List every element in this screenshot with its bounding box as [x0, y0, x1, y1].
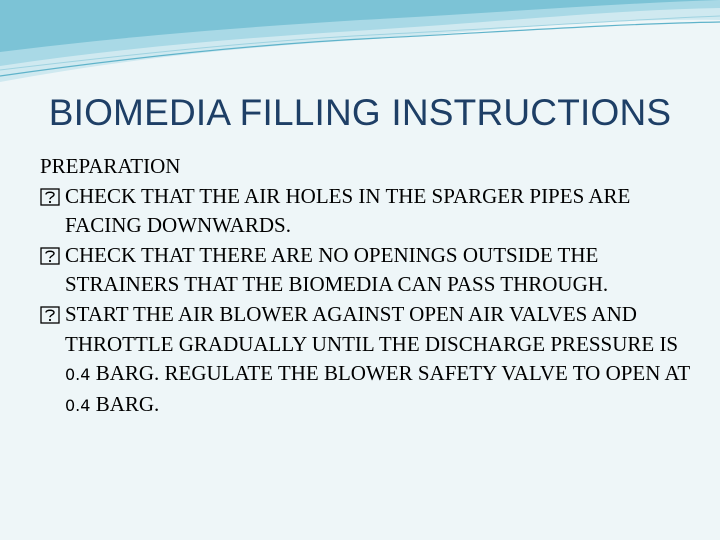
missing-glyph-icon [40, 188, 60, 206]
bullet-text: BARG. [90, 391, 160, 416]
safety-valve-value: 0.4 [65, 395, 91, 415]
bullet-item [40, 182, 700, 241]
section-heading: PREPARATION [40, 154, 181, 178]
missing-glyph-icon [40, 306, 60, 324]
bullet-text: CHECK THAT THERE ARE NO OPENINGS OUTSIDE THE STRAINERS THAT THE BIOMEDIA CAN PASS THROUGH. [65, 242, 609, 297]
header-wave-decoration [0, 0, 720, 100]
slide-body [40, 152, 700, 420]
pressure-value: 0.4 [65, 365, 91, 385]
bullet-item [40, 241, 700, 300]
missing-glyph-icon [40, 247, 60, 265]
bullet-text: START THE AIR BLOWER AGAINST OPEN AIR VALVES AND THROTTLE GRADUALLY UNTIL THE DISCHARGE PRESSURE IS [65, 301, 679, 356]
bullet-text: CHECK THAT THE AIR HOLES IN THE SPARGER PIPES ARE FACING DOWNWARDS. [65, 183, 631, 238]
bullet-text: BARG. REGULATE THE BLOWER SAFETY VALVE TO OPEN AT [90, 361, 690, 386]
slide-title: BIOMEDIA FILLING INSTRUCTIONS [48, 92, 672, 133]
bullet-item [40, 300, 700, 420]
